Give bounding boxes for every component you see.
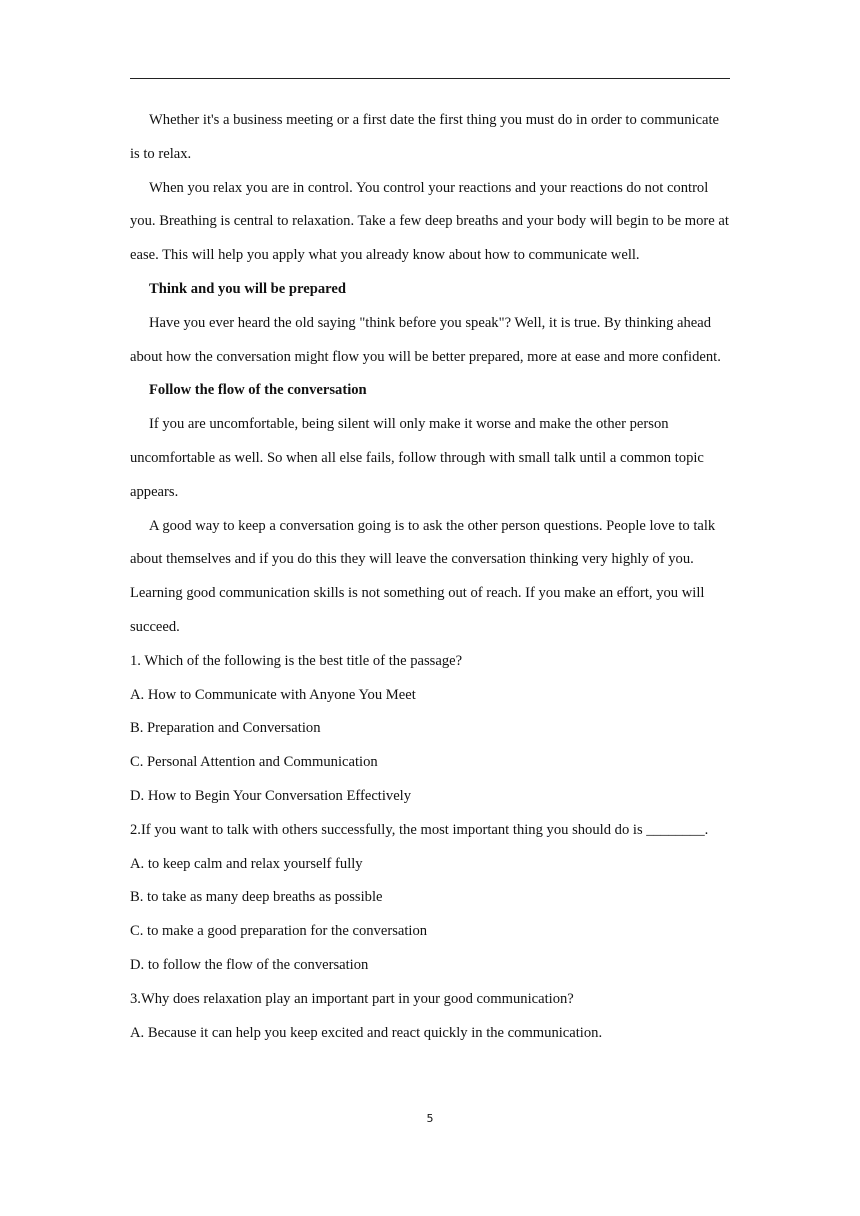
section-heading: Think and you will be prepared (149, 280, 346, 297)
passage-paragraph: Whether it's a business meeting or a first date the first thing you must do in order to communicate is to relax. (130, 112, 720, 162)
question-1 (130, 645, 730, 814)
answer-option: D. How to Begin Your Conversation Effectively (130, 787, 412, 804)
question-stem: 2.If you want to talk with others successfully, the most important thing you should do is ________. (130, 821, 709, 838)
question-stem: 1. Which of the following is the best title of the passage? (130, 652, 463, 669)
passage-paragraph: Have you ever heard the old saying "think before you speak"? Well, it is true. By thinking ahead about how the conversation might flow you will be better prepared, more at ease and more confident. (130, 314, 721, 365)
answer-option: B. to take as many deep breaths as possible (130, 889, 383, 906)
answer-option: A. to keep calm and relax yourself fully (130, 855, 363, 872)
answer-option: C. to make a good preparation for the conversation (130, 923, 428, 940)
answer-option: C. Personal Attention and Communication (130, 754, 378, 771)
question-stem: 3.Why does relaxation play an important part in your good communication? (130, 990, 574, 1007)
answer-option: A. Because it can help you keep excited and react quickly in the communication. (130, 1024, 603, 1041)
question-2 (130, 814, 730, 983)
passage-paragraph: If you are uncomfortable, being silent will only make it worse and make the other person uncomfortable as well. So when all else fails, follow through with small talk until a common topic appears. (130, 416, 704, 500)
answer-option: B. Preparation and Conversation (130, 720, 321, 737)
passage-paragraph: A good way to keep a conversation going is to ask the other person questions. People love to talk about themselves and if you do this they will leave the conversation thinking very highly of you. Learning good communication skills is not something out of reach. If you make an effort, you will succeed. (130, 517, 716, 635)
passage-paragraph: When you relax you are in control. You control your reactions and your reactions do not control you. Breathing is central to relaxation. Take a few deep breaths and your body will begin to be more at ease. This will help you apply what you already know about how to communicate well. (130, 179, 729, 264)
reading-passage (130, 104, 730, 645)
answer-option: D. to follow the flow of the conversation (130, 956, 369, 973)
document-body (130, 104, 730, 1050)
header-rule (130, 78, 730, 79)
page-number: 5 (426, 1112, 434, 1125)
section-heading: Follow the flow of the conversation (149, 382, 367, 399)
answer-option: A. How to Communicate with Anyone You Meet (130, 686, 416, 703)
question-3 (130, 983, 730, 1051)
